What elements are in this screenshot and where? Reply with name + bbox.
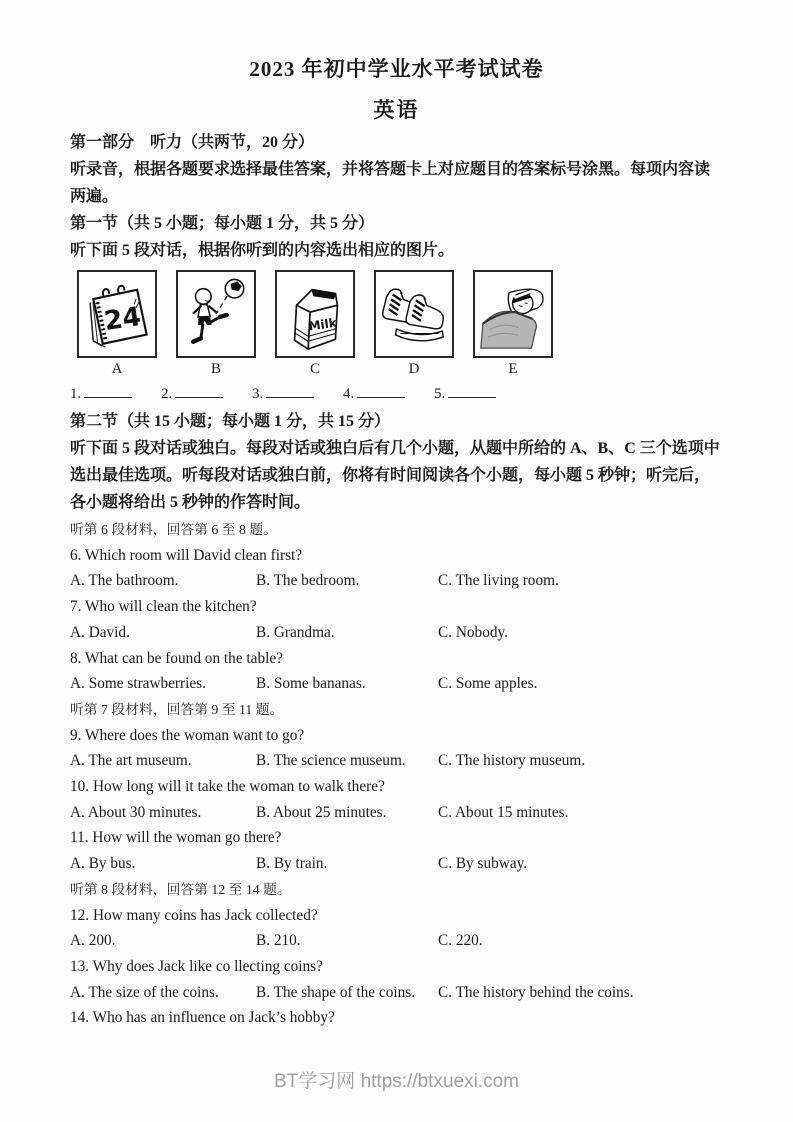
- option-a: A. By bus.: [70, 855, 136, 873]
- options-row-10: [70, 800, 723, 826]
- milk-label-text: Milk: [307, 315, 338, 334]
- options-row-6: [70, 568, 723, 594]
- blank-number: 2.: [161, 386, 173, 402]
- options-row-9: [70, 748, 723, 774]
- option-a: A. The size of the coins.: [70, 983, 219, 1001]
- question-6: 6. Which room will David clean first?: [70, 546, 303, 564]
- option-b: B. Grandma.: [256, 623, 335, 641]
- page-title: 2023 年初中学业水平考试试卷: [249, 57, 544, 81]
- question-12: 12. How many coins has Jack collected?: [70, 906, 318, 924]
- answer-blank-3: [252, 384, 314, 403]
- option-b: B. The shape of the coins.: [256, 983, 416, 1001]
- option-a: A. The art museum.: [70, 752, 192, 770]
- answer-blank-line: [448, 384, 496, 398]
- option-a: A. 200.: [70, 932, 116, 950]
- option-c: C. Nobody.: [438, 623, 508, 641]
- subject-title: 英语: [373, 98, 420, 122]
- picture-frame: [374, 270, 454, 358]
- option-c: C. The history behind the coins.: [438, 983, 634, 1001]
- site-watermark: BT学习网 https://btxuexi.com: [274, 1071, 519, 1092]
- material-intro-7: 听第 7 段材料，回答第 9 至 11 题。: [70, 701, 284, 717]
- options-row-13: [70, 980, 723, 1006]
- blank-number: 5.: [434, 386, 446, 402]
- option-c: C. 220.: [438, 932, 483, 950]
- calendar-day-number: 24: [102, 302, 143, 337]
- picture-label: C: [309, 361, 320, 377]
- option-b: B. 210.: [256, 932, 301, 950]
- option-b: B. About 25 minutes.: [256, 803, 387, 821]
- question-8: 8. What can be found on the table?: [70, 649, 283, 667]
- option-b: B. The bedroom.: [256, 572, 360, 590]
- listening-questions: [70, 517, 723, 1031]
- blank-number: 4.: [343, 386, 355, 402]
- picture-frame: [473, 270, 553, 358]
- section1-heading: 第一节（共 5 小题；每小题 1 分，共 5 分）: [70, 215, 375, 232]
- section1-instructions: 听下面 5 段对话，根据你听到的内容选出相应的图片。: [70, 242, 455, 259]
- section2-heading: 第二节（共 15 小题；每小题 1 分，共 15 分）: [70, 413, 391, 430]
- picture-option-d: [374, 270, 454, 379]
- question-10: 10. How long will it take the woman to walk there?: [70, 778, 385, 796]
- option-b: B. The science museum.: [256, 752, 406, 770]
- picture-label: D: [408, 361, 420, 377]
- picture-label: E: [508, 361, 518, 377]
- picture-option-a: [77, 270, 157, 379]
- options-row-8: [70, 671, 723, 697]
- option-a: A. David.: [70, 623, 130, 641]
- calendar-icon: [80, 273, 154, 355]
- answer-blank-5: [434, 384, 496, 403]
- option-a: A. About 30 minutes.: [70, 803, 202, 821]
- material-intro-6: 听第 6 段材料，回答第 6 至 8 题。: [70, 522, 277, 537]
- section2-instructions: 听下面 5 段对话或独白。每段对话或独白后有几个小题，从题中所给的 A、B、C 三个选项中选出最佳选项。听每段对话或独白前，你将有时间阅读各个小题，每小题 5 秒钟；听完后，各小题将给出 5 秒钟的作答时间。: [70, 440, 720, 511]
- answer-blank-line: [84, 384, 132, 398]
- option-a: A. Some strawberries.: [70, 675, 206, 693]
- blank-number: 1.: [70, 386, 82, 402]
- picture-option-c: [275, 270, 355, 379]
- option-c: C. About 15 minutes.: [438, 803, 569, 821]
- picture-options-row: [77, 270, 723, 379]
- answer-blank-2: [161, 384, 223, 403]
- question-9: 9. Where does the woman want to go?: [70, 726, 305, 744]
- answer-blank-1: [70, 384, 132, 403]
- picture-frame: [77, 270, 157, 358]
- answer-blank-line: [266, 384, 314, 398]
- options-row-7: [70, 620, 723, 646]
- options-row-11: [70, 851, 723, 877]
- boy-kicking-ball-icon: [179, 273, 253, 355]
- option-c: C. By subway.: [438, 855, 528, 873]
- option-b: B. By train.: [256, 855, 328, 873]
- option-a: A. The bathroom.: [70, 572, 179, 590]
- question-11: 11. How will the woman go there?: [70, 829, 282, 847]
- sleeping-person-icon: [476, 273, 550, 355]
- sneakers-icon: [377, 273, 451, 355]
- picture-frame: [176, 270, 256, 358]
- answer-blank-line: [175, 384, 223, 398]
- option-c: C. Some apples.: [438, 675, 538, 693]
- picture-option-e: [473, 270, 553, 379]
- material-intro-8: 听第 8 段材料，回答第 12 至 14 题。: [70, 881, 291, 897]
- answer-blank-4: [343, 384, 405, 403]
- question-7: 7. Who will clean the kitchen?: [70, 598, 257, 616]
- picture-option-b: [176, 270, 256, 379]
- option-b: B. Some bananas.: [256, 675, 366, 693]
- option-c: C. The living room.: [438, 572, 559, 590]
- milk-carton-icon: [278, 273, 352, 355]
- picture-label: B: [210, 361, 221, 377]
- picture-label: A: [111, 361, 123, 377]
- question-13: 13. Why does Jack like co llecting coins?: [70, 957, 323, 975]
- option-c: C. The history museum.: [438, 752, 586, 770]
- options-row-12: [70, 928, 723, 954]
- blank-number: 3.: [252, 386, 264, 402]
- answer-blank-line: [357, 384, 405, 398]
- part1-heading: 第一部分 听力（共两节，20 分）: [70, 134, 315, 151]
- part1-instructions: 听录音，根据各题要求选择最佳答案，并将答题卡上对应题目的答案标号涂黑。每项内容读两遍。: [70, 161, 711, 205]
- picture-frame: [275, 270, 355, 358]
- question-14: 14. Who has an influence on Jack’s hobby?: [70, 1009, 335, 1027]
- answer-blanks-row: [70, 384, 723, 408]
